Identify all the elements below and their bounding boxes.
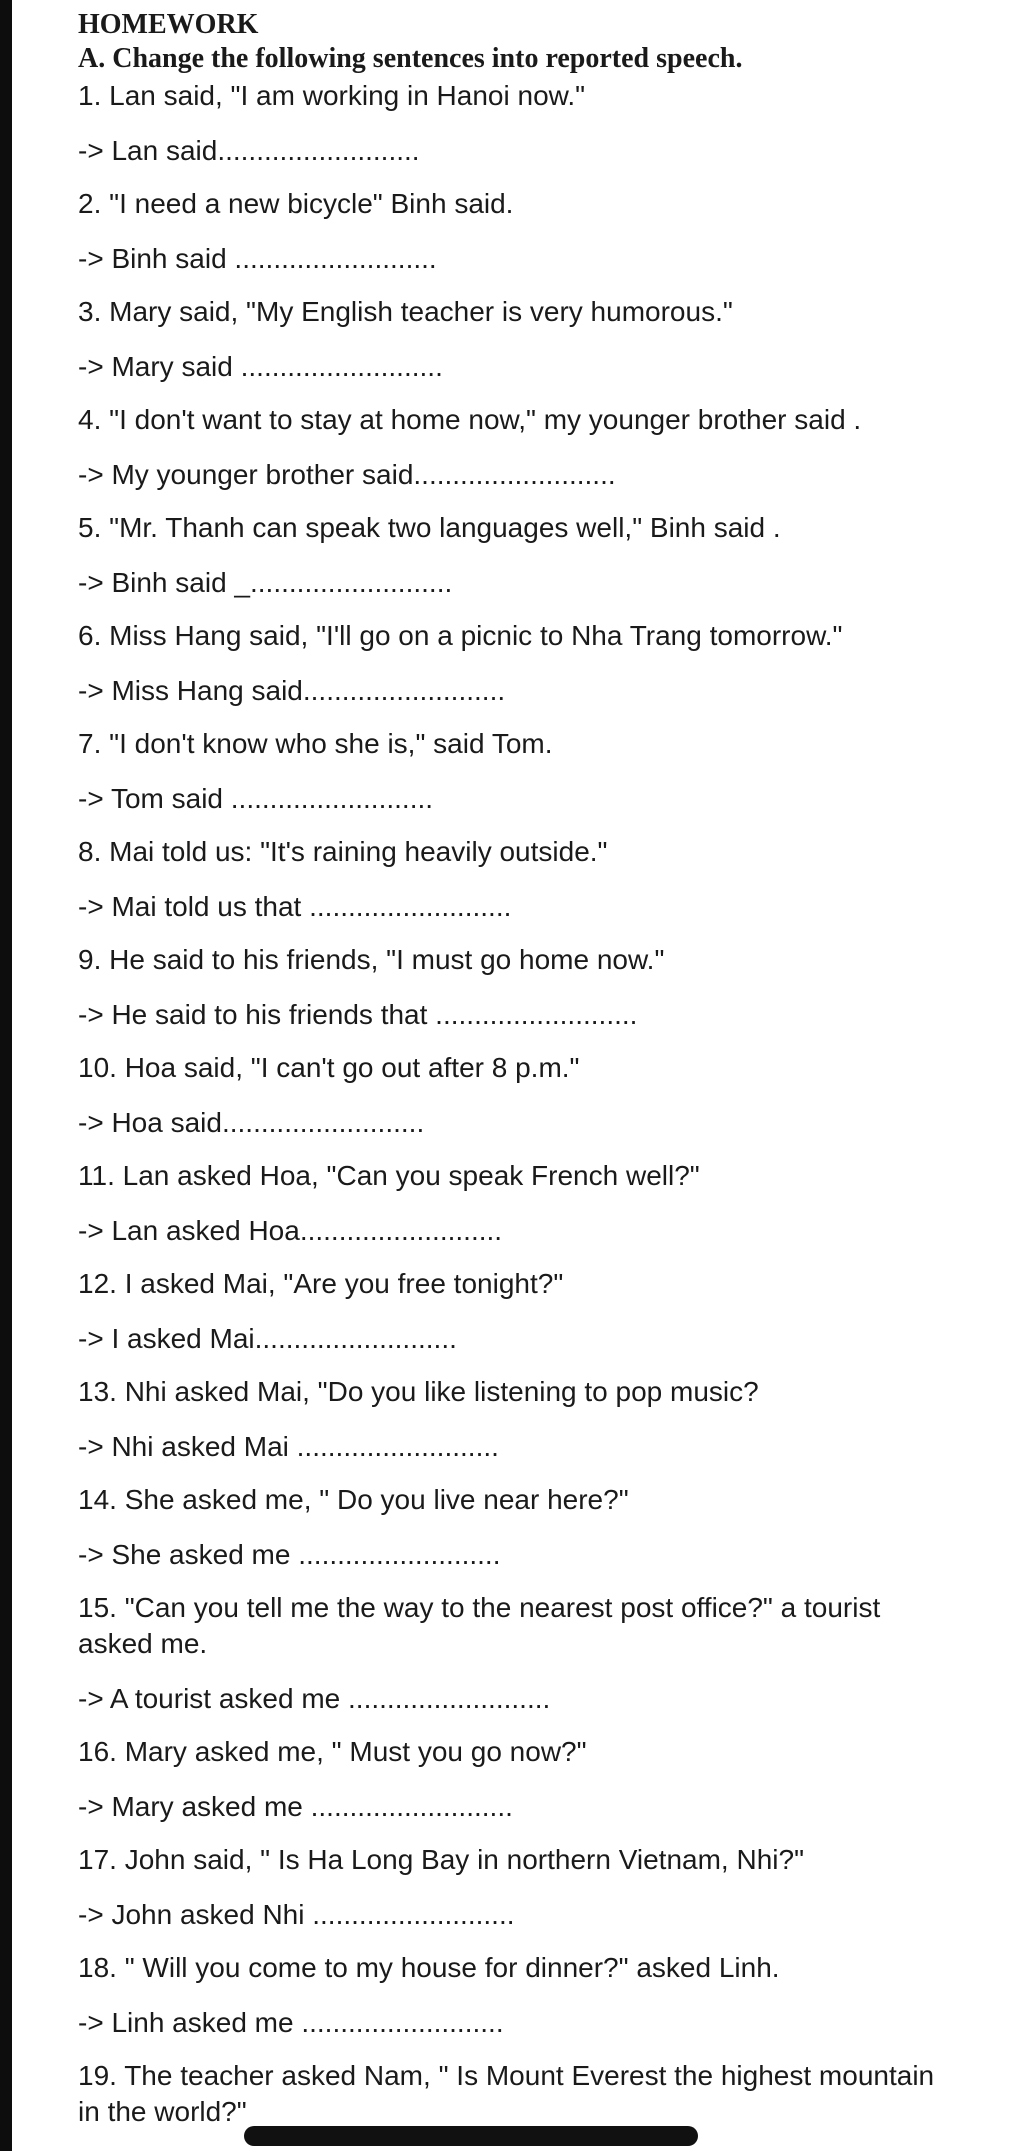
exercise-question-10: 10. Hoa said, "I can't go out after 8 p.m." [78, 1052, 580, 1083]
answer-line-18[interactable]: -> Linh asked me .......................... [78, 2007, 504, 2038]
homework-page [78, 0, 1008, 2130]
exercise-question-7: 7. "I don't know who she is," said Tom. [78, 728, 553, 759]
exercise-question-16: 16. Mary asked me, " Must you go now?" [78, 1736, 587, 1767]
exercise-question-14: 14. She asked me, " Do you live near here?" [78, 1484, 629, 1515]
scroll-indicator [244, 2126, 698, 2146]
exercise-question-15: 15. "Can you tell me the way to the nearest post office?" a tourist asked me. [78, 1592, 881, 1659]
exercise-question-11: 11. Lan asked Hoa, "Can you speak French well?" [78, 1160, 700, 1191]
exercise-question-17: 17. John said, " Is Ha Long Bay in northern Vietnam, Nhi?" [78, 1844, 805, 1875]
answer-line-11[interactable]: -> Lan asked Hoa.......................... [78, 1215, 503, 1246]
exercise-question-19: 19. The teacher asked Nam, " Is Mount Everest the highest mountain in the world?" [78, 2060, 935, 2127]
exercise-question-2: 2. "I need a new bicycle" Binh said. [78, 188, 514, 219]
page-title: HOMEWORK [78, 9, 259, 40]
answer-line-3[interactable]: -> Mary said .......................... [78, 351, 443, 382]
answer-line-6[interactable]: -> Miss Hang said.......................... [78, 675, 506, 706]
exercise-question-1: 1. Lan said, "I am working in Hanoi now." [78, 80, 586, 111]
answer-line-10[interactable]: -> Hoa said.......................... [78, 1107, 425, 1138]
answer-line-5[interactable]: -> Binh said _.......................... [78, 567, 453, 598]
exercise-question-18: 18. " Will you come to my house for dinner?" asked Linh. [78, 1952, 780, 1983]
exercise-question-4: 4. "I don't want to stay at home now," my younger brother said . [78, 404, 862, 435]
answer-line-17[interactable]: -> John asked Nhi .......................... [78, 1899, 515, 1930]
section-instruction: A. Change the following sentences into reported speech. [78, 43, 743, 74]
answer-line-12[interactable]: -> I asked Mai.......................... [78, 1323, 457, 1354]
exercise-question-3: 3. Mary said, "My English teacher is very humorous." [78, 296, 733, 327]
exercise-question-12: 12. I asked Mai, "Are you free tonight?" [78, 1268, 564, 1299]
exercise-question-8: 8. Mai told us: "It's raining heavily outside." [78, 836, 608, 867]
exercise-question-9: 9. He said to his friends, "I must go home now." [78, 944, 665, 975]
exercise-list [78, 78, 1008, 2041]
answer-line-2[interactable]: -> Binh said .......................... [78, 243, 437, 274]
exercise-question-13: 13. Nhi asked Mai, "Do you like listening to pop music? [78, 1376, 759, 1407]
left-edge-bar [0, 0, 12, 2151]
answer-line-13[interactable]: -> Nhi asked Mai .......................... [78, 1431, 499, 1462]
exercise-question-5: 5. "Mr. Thanh can speak two languages well," Binh said . [78, 512, 781, 543]
answer-line-4[interactable]: -> My younger brother said.......................... [78, 459, 616, 490]
answer-line-1[interactable]: -> Lan said.......................... [78, 135, 420, 166]
answer-line-7[interactable]: -> Tom said .......................... [78, 783, 434, 814]
answer-line-8[interactable]: -> Mai told us that .......................... [78, 891, 512, 922]
exercise-question-6: 6. Miss Hang said, "I'll go on a picnic to Nha Trang tomorrow." [78, 620, 843, 651]
answer-line-14[interactable]: -> She asked me .......................... [78, 1539, 501, 1570]
answer-line-15[interactable]: -> A tourist asked me .......................... [78, 1683, 551, 1714]
answer-line-9[interactable]: -> He said to his friends that .......................... [78, 999, 638, 1030]
answer-line-16[interactable]: -> Mary asked me .......................... [78, 1791, 513, 1822]
